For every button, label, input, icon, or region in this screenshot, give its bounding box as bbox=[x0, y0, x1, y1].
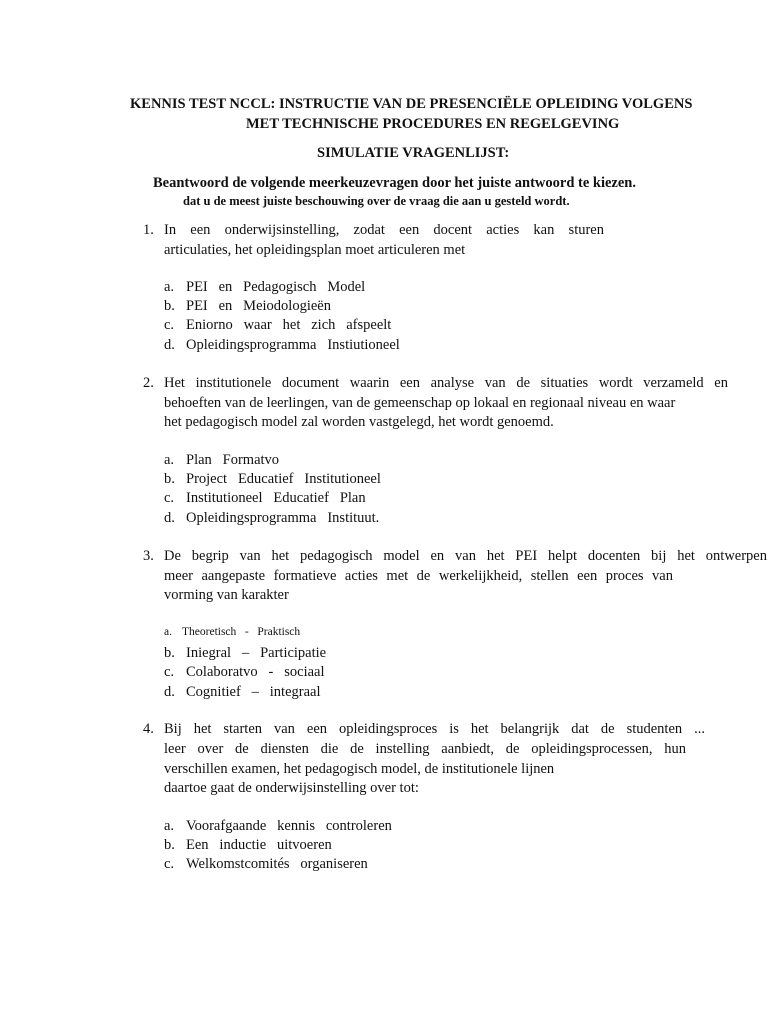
answer-option-4b[interactable] bbox=[164, 837, 332, 854]
option-text: Opleidingsprogramma Instiutioneel bbox=[186, 337, 400, 353]
answer-option-1a[interactable] bbox=[164, 279, 365, 296]
answer-option-1b[interactable] bbox=[164, 298, 331, 315]
answer-option-4a[interactable] bbox=[164, 818, 392, 835]
option-text: Voorafgaande kennis controleren bbox=[186, 818, 392, 834]
question-number: 4. bbox=[143, 721, 154, 737]
answer-option-3d[interactable] bbox=[164, 684, 321, 701]
instruction-subtext: dat u de meest juiste beschouwing over de vraag die aan u gesteld wordt. bbox=[183, 194, 570, 208]
option-letter: a. bbox=[164, 452, 175, 468]
answer-option-2b[interactable] bbox=[164, 471, 381, 488]
question-text-line: articulaties, het opleidingsplan moet articuleren met bbox=[164, 242, 466, 258]
question-text-line: verschillen examen, het pedagogisch model, de institutionele lijnen bbox=[164, 761, 555, 777]
question-text-line: leer over de diensten die de instelling aanbiedt, de opleidingsprocessen, hun bbox=[164, 741, 686, 757]
option-letter: c. bbox=[164, 664, 175, 680]
question-number: 3. bbox=[143, 548, 154, 564]
question-number: 2. bbox=[143, 375, 154, 391]
answer-option-4c[interactable] bbox=[164, 856, 368, 873]
question-text-line: In een onderwijsinstelling, zodat een docent acties kan sturen bbox=[164, 222, 604, 238]
option-letter: b. bbox=[164, 471, 175, 487]
option-text: Een inductie uitvoeren bbox=[186, 837, 332, 853]
question-text-line: Het institutionele document waarin een analyse van de situaties wordt verzameld en bbox=[164, 375, 728, 391]
option-text: Plan Formatvo bbox=[186, 452, 280, 468]
document-title-line-1: KENNIS TEST NCCL: INSTRUCTIE VAN DE PRESENCIËLE OPLEIDING VOLGENS bbox=[130, 96, 693, 112]
answer-option-3c[interactable] bbox=[164, 664, 325, 681]
document-title-line-2: MET TECHNISCHE PROCEDURES EN REGELGEVING bbox=[246, 116, 620, 132]
instruction-text: Beantwoord de volgende meerkeuzevragen door het juiste antwoord te kiezen. bbox=[153, 175, 636, 191]
option-text: Project Educatief Institutioneel bbox=[186, 471, 381, 487]
option-letter: b. bbox=[164, 837, 175, 853]
question-text-line: behoeften van de leerlingen, van de gemeenschap op lokaal en regionaal niveau en waar bbox=[164, 395, 676, 411]
answer-option-2d[interactable] bbox=[164, 510, 379, 527]
question-text-line: daartoe gaat de onderwijsinstelling over tot: bbox=[164, 780, 419, 796]
option-letter: c. bbox=[164, 856, 175, 872]
answer-option-2a[interactable] bbox=[164, 452, 279, 469]
question-text-line: het pedagogisch model zal worden vastgelegd, het wordt genoemd. bbox=[164, 414, 554, 430]
option-text: Colaboratvo - sociaal bbox=[186, 664, 325, 680]
question-text-line: De begrip van het pedagogisch model en van het PEI helpt docenten bij het ontwerpen bbox=[164, 548, 767, 564]
option-text: Institutioneel Educatief Plan bbox=[186, 490, 366, 506]
question-text-line: vorming van karakter bbox=[164, 587, 289, 603]
document-subtitle: SIMULATIE VRAGENLIJST: bbox=[317, 145, 510, 161]
answer-option-1d[interactable] bbox=[164, 337, 400, 354]
option-letter: a. bbox=[164, 279, 175, 295]
answer-option-3b[interactable] bbox=[164, 645, 326, 662]
option-letter: a. bbox=[164, 818, 175, 834]
question-text-line: meer aangepaste formatieve acties met de werkelijkheid, stellen een proces van bbox=[164, 568, 673, 584]
option-text: Iniegral – Participatie bbox=[186, 645, 327, 661]
answer-option-2c[interactable] bbox=[164, 490, 366, 507]
option-letter: b. bbox=[164, 298, 175, 314]
option-letter: a. bbox=[164, 626, 172, 638]
question-text-line: Bij het starten van een opleidingsproces is het belangrijk dat de studenten ... bbox=[164, 721, 705, 737]
option-text: Welkomstcomités organiseren bbox=[186, 856, 368, 872]
option-text: Eniorno waar het zich afspeelt bbox=[186, 317, 392, 333]
option-letter: b. bbox=[164, 645, 175, 661]
option-letter: d. bbox=[164, 684, 175, 700]
answer-option-3a[interactable] bbox=[164, 626, 300, 638]
option-letter: d. bbox=[164, 510, 175, 526]
option-text: PEI en Meiodologieën bbox=[186, 298, 331, 314]
option-text: PEI en Pedagogisch Model bbox=[186, 279, 366, 295]
option-text: Opleidingsprogramma Instituut. bbox=[186, 510, 380, 526]
option-text: Theoretisch - Praktisch bbox=[182, 626, 301, 638]
answer-option-1c[interactable] bbox=[164, 317, 391, 334]
question-number: 1. bbox=[143, 222, 154, 238]
option-letter: d. bbox=[164, 337, 175, 353]
option-letter: c. bbox=[164, 490, 175, 506]
option-letter: c. bbox=[164, 317, 175, 333]
option-text: Cognitief – integraal bbox=[186, 684, 321, 700]
